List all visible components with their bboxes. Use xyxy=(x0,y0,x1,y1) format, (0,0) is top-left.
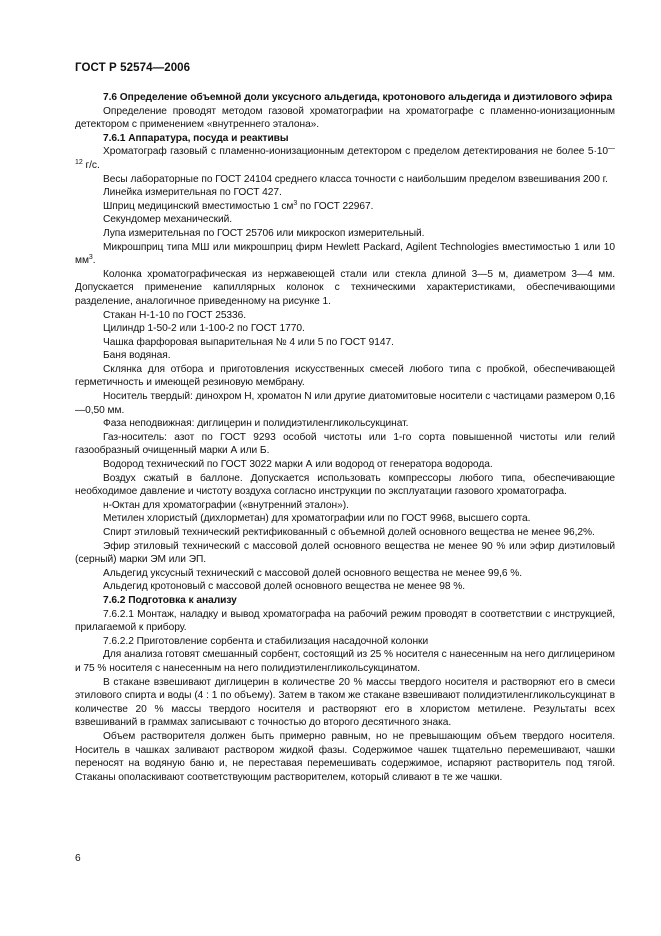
paragraph: Для анализа готовят смешанный сорбент, состоящий из 25 % носителя с нанесенным на него диглицерином и 75 % носителя с нанесенным на него полидиэтиленгликольсукцинатом. xyxy=(75,649,615,674)
superscript: 3 xyxy=(88,254,93,262)
standard-header: ГОСТ Р 52574—2006 xyxy=(75,62,191,74)
paragraph: Альдегид уксусный технический с массовой долей основного вещества не менее 99,6 %. xyxy=(103,567,523,579)
paragraph: Фаза неподвижная: диглицерин и полидиэтиленгликольсукцинат. xyxy=(103,418,409,430)
superscript: 3 xyxy=(293,199,298,207)
paragraph: 7.6.2.1 Монтаж, наладку и вывод хроматографа на рабочий режим проводят в соответствии с инструкцией, прилагаемой к прибору. xyxy=(75,608,615,634)
document-body xyxy=(75,91,615,784)
paragraph: н-Октан для хроматографии («внутренний эталон»). xyxy=(103,499,349,511)
paragraph: Спирт этиловый технический ректификованный с объемной долей основного вещества не менее 96,2%. xyxy=(103,527,595,538)
paragraph: Метилен хлористый (дихлорметан) для хроматографии или по ГОСТ 9968, высшего сорта. xyxy=(103,513,531,525)
paragraph: Колонка хроматографическая из нержавеющей стали или стекла длиной 3—5 м, диаметром 3—4 мм. Допускается применение капиллярных колонок с техническими характеристиками, обеспечивающими разделение, аналогичное приведенному на рисунке 1. xyxy=(75,268,615,307)
paragraph-text: Микрошприц типа МШ или микрошприц фирм Hewlett Packard, Agilent Technologies вместимостью 1 или 10 мм xyxy=(75,241,615,267)
paragraph: Газ-носитель: азот по ГОСТ 9293 особой чистоты или 1-го сорта повышенной чистоты или гелий газообразный очищенный марки А или Б. xyxy=(75,431,615,457)
paragraph-text: . xyxy=(92,255,96,267)
paragraph: Секундомер механический. xyxy=(103,214,233,226)
paragraph: Эфир этиловый технический с массовой долей основного вещества не менее 90 % или эфир диэтиловый (серный) марки ЭМ или ЭП. xyxy=(75,540,615,566)
paragraph: Водород технический по ГОСТ 3022 марки А или водород от генератора водорода. xyxy=(103,459,493,471)
paragraph: Носитель твердый: динохром Н, хроматон N или другие диатомитовые носители с частицами размером 0,16—0,50 мм. xyxy=(75,391,615,416)
paragraph: Воздух сжатый в баллоне. Допускается использовать компрессоры любого типа, обеспечивающие необходимое давление и чистоту воздуха согласно инструкции по эксплуатации газового хроматографа. xyxy=(75,472,615,498)
paragraph: Баня водяная. xyxy=(103,350,171,362)
superscript: —12 xyxy=(75,145,615,166)
paragraph-text: Хроматограф газовый с пламенно-ионизационным детектором с пределом детектирования не более 5·10 xyxy=(103,146,609,158)
paragraph xyxy=(75,200,615,214)
paragraph-text: по ГОСТ 22967. xyxy=(297,200,374,212)
paragraph: Склянка для отбора и приготовления искусственных смесей любого типа с пробкой, обеспечивающей герметичность и имеющей резиновую мембрану. xyxy=(75,363,615,389)
paragraph xyxy=(75,145,615,172)
paragraph: Стакан Н-1-10 по ГОСТ 25336. xyxy=(103,309,247,321)
paragraph: Лупа измерительная по ГОСТ 25706 или микроскоп измерительный. xyxy=(103,227,425,239)
paragraph: Цилиндр 1-50-2 или 1-100-2 по ГОСТ 1770. xyxy=(103,323,305,335)
paragraph: Альдегид кротоновый с массовой долей основного вещества не менее 98 %. xyxy=(103,581,466,593)
paragraph: Объем растворителя должен быть примерно равным, но не превышающим объем твердого носителя. Носитель в чашках заливают раствором жидкой фазы. Содержимое чашек тщательно перемешивают, чашки переносят на водяную баню и, не переставая перемешивать содержимое, испаряют растворитель под тягой. Стаканы ополаскивают соответствующим растворителем, который сливают в те же чашки. xyxy=(75,730,615,783)
section-heading: 7.6 Определение объемной доли уксусного альдегида, кротонового альдегида и диэтилового эфира xyxy=(103,92,613,103)
paragraph-text: Шприц медицинский вместимостью 1 см xyxy=(103,200,294,212)
paragraph: Весы лабораторные по ГОСТ 24104 среднего класса точности с наибольшим пределом взвешивания 200 г. xyxy=(103,173,608,185)
paragraph: 7.6.2.2 Приготовление сорбента и стабилизация насадочной колонки xyxy=(103,635,429,647)
paragraph: Чашка фарфоровая выпарительная № 4 или 5 по ГОСТ 9147. xyxy=(103,336,394,348)
paragraph-text: г/с. xyxy=(82,159,100,171)
page-number: 6 xyxy=(75,853,81,864)
paragraph: Определение проводят методом газовой хроматографии на хроматографе с пламенно-ионизационным детектором с применением «внутреннего эталона». xyxy=(75,105,615,131)
paragraph: Линейка измерительная по ГОСТ 427. xyxy=(103,187,282,199)
section-heading: 7.6.1 Аппаратура, посуда и реактивы xyxy=(103,132,289,144)
paragraph: В стакане взвешивают диглицерин в количестве 20 % массы твердого носителя и растворяют его в смеси этилового спирта и воды (4 : 1 по объему). Затем в таком же стакане взвешивают полидиэтиленгликольсукцинат в количестве 20 % массы твердого носителя и растворяют его в хлористом метилене. Результаты всех взвешиваний в граммах записывают с точностью до второго десятичного знака. xyxy=(75,676,615,729)
paragraph xyxy=(75,241,615,268)
section-heading: 7.6.2 Подготовка к анализу xyxy=(103,594,237,606)
